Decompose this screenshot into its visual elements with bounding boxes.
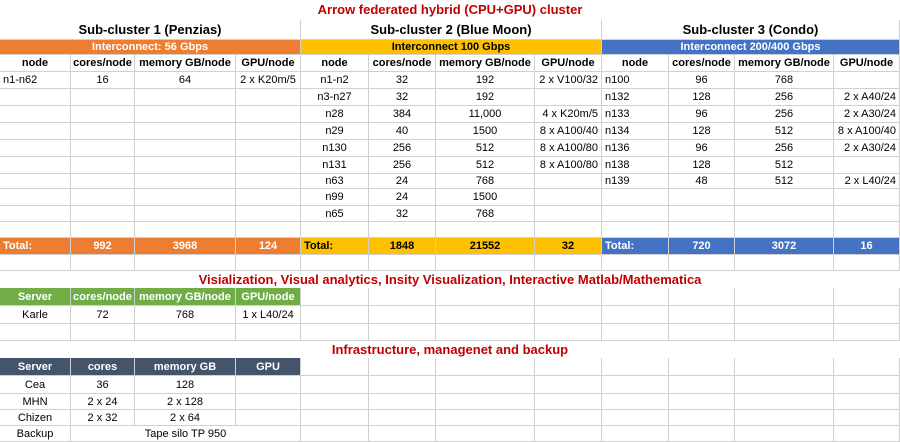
grid-cell bbox=[135, 174, 236, 189]
cluster3-total-cores: 720 bbox=[669, 238, 735, 255]
grid-cell bbox=[436, 358, 535, 376]
infrastructure-cell: Chizen bbox=[0, 410, 71, 426]
cluster2-cores-cell: 32 bbox=[369, 72, 436, 89]
cluster3-gpu-cell bbox=[834, 157, 900, 174]
grid-cell bbox=[135, 222, 236, 238]
grid-cell bbox=[236, 324, 301, 341]
cluster2-cores-cell: 32 bbox=[369, 89, 436, 106]
grid-cell bbox=[135, 189, 236, 206]
grid-cell bbox=[301, 288, 369, 306]
grid-cell bbox=[0, 206, 71, 222]
grid-cell bbox=[135, 89, 236, 106]
grid-cell bbox=[535, 222, 602, 238]
grid-cell bbox=[602, 306, 669, 324]
cluster3-total-label: Total: bbox=[602, 238, 669, 255]
grid-cell bbox=[602, 288, 669, 306]
grid-cell bbox=[369, 394, 436, 410]
cluster3-gpu-cell: 2 x A30/24 bbox=[834, 140, 900, 157]
grid-cell bbox=[834, 306, 900, 324]
cluster3-interconnect: Interconnect 200/400 Gbps bbox=[602, 40, 900, 55]
infrastructure-cell bbox=[236, 410, 301, 426]
grid-cell bbox=[71, 222, 135, 238]
cluster1-total-gpu: 124 bbox=[236, 238, 301, 255]
grid-cell bbox=[135, 255, 236, 271]
cluster2-gpu-cell: 4 x K20m/5 bbox=[535, 106, 602, 123]
cluster2-total-cores: 1848 bbox=[369, 238, 436, 255]
grid-cell bbox=[535, 394, 602, 410]
grid-cell bbox=[436, 376, 535, 394]
cluster2-node-cell: n99 bbox=[301, 189, 369, 206]
infrastructure-header: GPU bbox=[236, 358, 301, 376]
grid-cell bbox=[71, 123, 135, 140]
grid-cell bbox=[0, 106, 71, 123]
grid-cell bbox=[135, 140, 236, 157]
cluster3-gpu-cell bbox=[834, 72, 900, 89]
cluster2-cores-cell: 256 bbox=[369, 157, 436, 174]
grid-cell bbox=[735, 306, 834, 324]
grid-cell bbox=[834, 426, 900, 442]
cluster3-node-cell: n100 bbox=[602, 72, 669, 89]
grid-cell bbox=[0, 222, 71, 238]
cluster3-node-cell: n133 bbox=[602, 106, 669, 123]
grid-cell bbox=[834, 394, 900, 410]
cluster3-gpu-cell: 2 x A40/24 bbox=[834, 89, 900, 106]
cluster2-gpu-cell: 8 x A100/40 bbox=[535, 123, 602, 140]
visualization-header: Server bbox=[0, 288, 71, 306]
cluster2-cores-cell: 40 bbox=[369, 123, 436, 140]
cluster2-gpu-cell bbox=[535, 189, 602, 206]
grid-cell bbox=[369, 376, 436, 394]
grid-cell bbox=[436, 394, 535, 410]
grid-cell bbox=[669, 324, 735, 341]
infrastructure-cell bbox=[236, 394, 301, 410]
cluster2-node-cell: n131 bbox=[301, 157, 369, 174]
cluster2-total-gpu: 32 bbox=[535, 238, 602, 255]
grid-cell bbox=[71, 255, 135, 271]
cluster3-cores-cell: 128 bbox=[669, 157, 735, 174]
cluster1-header-cores: cores/node bbox=[71, 55, 135, 72]
grid-cell bbox=[669, 306, 735, 324]
visualization-header: GPU/node bbox=[236, 288, 301, 306]
grid-cell bbox=[669, 376, 735, 394]
grid-cell bbox=[735, 376, 834, 394]
grid-cell bbox=[436, 324, 535, 341]
grid-cell bbox=[301, 222, 369, 238]
grid-cell bbox=[436, 426, 535, 442]
backup-value: Tape silo TP 950 bbox=[71, 426, 301, 442]
grid-cell bbox=[135, 206, 236, 222]
grid-cell bbox=[71, 157, 135, 174]
grid-cell bbox=[834, 324, 900, 341]
cluster1-gpu-cell: 2 x K20m/5 bbox=[236, 72, 301, 89]
cluster2-memory-cell: 192 bbox=[436, 89, 535, 106]
cluster2-node-cell: n29 bbox=[301, 123, 369, 140]
grid-cell bbox=[735, 222, 834, 238]
cluster3-cores-cell: 96 bbox=[669, 140, 735, 157]
infrastructure-cell: 2 x 64 bbox=[135, 410, 236, 426]
grid-cell bbox=[535, 255, 602, 271]
grid-cell bbox=[301, 324, 369, 341]
grid-cell bbox=[369, 410, 436, 426]
cluster3-header-gpu: GPU/node bbox=[834, 55, 900, 72]
cluster3-gpu-cell: 2 x L40/24 bbox=[834, 174, 900, 189]
grid-cell bbox=[602, 255, 669, 271]
grid-cell bbox=[735, 189, 834, 206]
grid-cell bbox=[735, 206, 834, 222]
grid-cell bbox=[535, 410, 602, 426]
grid-cell bbox=[602, 358, 669, 376]
cluster1-interconnect: Interconnect: 56 Gbps bbox=[0, 40, 301, 55]
cluster2-node-cell: n1-n2 bbox=[301, 72, 369, 89]
cluster3-memory-cell: 256 bbox=[735, 89, 834, 106]
cluster1-name: Sub-cluster 1 (Penzias) bbox=[0, 20, 301, 40]
grid-cell bbox=[669, 206, 735, 222]
cluster1-total-memory: 3968 bbox=[135, 238, 236, 255]
grid-cell bbox=[71, 189, 135, 206]
grid-cell bbox=[369, 255, 436, 271]
cluster2-interconnect: Interconnect 100 Gbps bbox=[301, 40, 602, 55]
cluster2-cores-cell: 384 bbox=[369, 106, 436, 123]
cluster3-cores-cell: 96 bbox=[669, 72, 735, 89]
cluster2-header-node: node bbox=[301, 55, 369, 72]
grid-cell bbox=[71, 140, 135, 157]
cluster3-total-memory: 3072 bbox=[735, 238, 834, 255]
infrastructure-cell bbox=[236, 376, 301, 394]
grid-cell bbox=[669, 222, 735, 238]
cluster2-node-cell: n28 bbox=[301, 106, 369, 123]
grid-cell bbox=[834, 255, 900, 271]
cluster2-memory-cell: 11,000 bbox=[436, 106, 535, 123]
cluster3-gpu-cell: 2 x A30/24 bbox=[834, 106, 900, 123]
grid-cell bbox=[735, 410, 834, 426]
grid-cell bbox=[236, 123, 301, 140]
cluster3-node-cell: n134 bbox=[602, 123, 669, 140]
grid-cell bbox=[236, 189, 301, 206]
grid-cell bbox=[669, 358, 735, 376]
cluster2-node-cell: n3-n27 bbox=[301, 89, 369, 106]
grid-cell bbox=[369, 426, 436, 442]
grid-cell bbox=[135, 324, 236, 341]
grid-cell bbox=[0, 157, 71, 174]
grid-cell bbox=[301, 358, 369, 376]
grid-cell bbox=[535, 324, 602, 341]
cluster3-memory-cell: 768 bbox=[735, 72, 834, 89]
grid-cell bbox=[669, 288, 735, 306]
cluster2-header-cores: cores/node bbox=[369, 55, 436, 72]
grid-cell bbox=[602, 206, 669, 222]
cluster2-gpu-cell: 8 x A100/80 bbox=[535, 140, 602, 157]
cluster2-header-memory: memory GB/node bbox=[436, 55, 535, 72]
cluster2-gpu-cell bbox=[535, 89, 602, 106]
cluster2-gpu-cell bbox=[535, 206, 602, 222]
grid-cell bbox=[301, 306, 369, 324]
infrastructure-cell: MHN bbox=[0, 394, 71, 410]
cluster2-total-label: Total: bbox=[301, 238, 369, 255]
grid-cell bbox=[236, 106, 301, 123]
cluster1-cores-cell: 16 bbox=[71, 72, 135, 89]
cluster2-cores-cell: 24 bbox=[369, 189, 436, 206]
grid-cell bbox=[834, 376, 900, 394]
grid-cell bbox=[71, 324, 135, 341]
grid-cell bbox=[669, 189, 735, 206]
grid-cell bbox=[436, 306, 535, 324]
cluster2-memory-cell: 192 bbox=[436, 72, 535, 89]
cluster2-cores-cell: 32 bbox=[369, 206, 436, 222]
visualization-cell: 72 bbox=[71, 306, 135, 324]
cluster2-gpu-cell bbox=[535, 174, 602, 189]
grid-cell bbox=[71, 106, 135, 123]
grid-cell bbox=[236, 255, 301, 271]
cluster3-memory-cell: 256 bbox=[735, 140, 834, 157]
grid-cell bbox=[301, 410, 369, 426]
cluster3-cores-cell: 96 bbox=[669, 106, 735, 123]
cluster3-memory-cell: 512 bbox=[735, 123, 834, 140]
cluster2-memory-cell: 512 bbox=[436, 157, 535, 174]
cluster2-memory-cell: 512 bbox=[436, 140, 535, 157]
cluster3-node-cell: n139 bbox=[602, 174, 669, 189]
grid-cell bbox=[369, 358, 436, 376]
cluster3-cores-cell: 48 bbox=[669, 174, 735, 189]
grid-cell bbox=[301, 426, 369, 442]
grid-cell bbox=[735, 324, 834, 341]
cluster3-memory-cell: 256 bbox=[735, 106, 834, 123]
grid-cell bbox=[369, 324, 436, 341]
grid-cell bbox=[301, 376, 369, 394]
cluster2-memory-cell: 768 bbox=[436, 206, 535, 222]
grid-cell bbox=[834, 206, 900, 222]
page-title: Arrow federated hybrid (CPU+GPU) cluster bbox=[0, 0, 900, 20]
cluster2-name: Sub-cluster 2 (Blue Moon) bbox=[301, 20, 602, 40]
grid-cell bbox=[735, 288, 834, 306]
cluster3-total-gpu: 16 bbox=[834, 238, 900, 255]
grid-cell bbox=[135, 106, 236, 123]
grid-cell bbox=[834, 288, 900, 306]
grid-cell bbox=[71, 89, 135, 106]
grid-cell bbox=[669, 394, 735, 410]
grid-cell bbox=[602, 189, 669, 206]
grid-cell bbox=[436, 410, 535, 426]
infrastructure-header: memory GB bbox=[135, 358, 236, 376]
cluster1-header-gpu: GPU/node bbox=[236, 55, 301, 72]
grid-cell bbox=[735, 394, 834, 410]
cluster3-node-cell: n132 bbox=[602, 89, 669, 106]
cluster1-memory-cell: 64 bbox=[135, 72, 236, 89]
grid-cell bbox=[602, 376, 669, 394]
cluster2-header-gpu: GPU/node bbox=[535, 55, 602, 72]
grid-cell bbox=[602, 426, 669, 442]
grid-cell bbox=[436, 288, 535, 306]
infrastructure-cell: Cea bbox=[0, 376, 71, 394]
grid-cell bbox=[669, 255, 735, 271]
grid-cell bbox=[436, 222, 535, 238]
grid-cell bbox=[602, 222, 669, 238]
grid-cell bbox=[535, 376, 602, 394]
infrastructure-header: Server bbox=[0, 358, 71, 376]
cluster3-node-cell: n136 bbox=[602, 140, 669, 157]
visualization-cell: 768 bbox=[135, 306, 236, 324]
infrastructure-cell: 2 x 32 bbox=[71, 410, 135, 426]
grid-cell bbox=[236, 89, 301, 106]
cluster2-node-cell: n130 bbox=[301, 140, 369, 157]
cluster2-node-cell: n63 bbox=[301, 174, 369, 189]
infrastructure-header: cores bbox=[71, 358, 135, 376]
grid-cell bbox=[236, 222, 301, 238]
cluster3-memory-cell: 512 bbox=[735, 157, 834, 174]
cluster3-header-cores: cores/node bbox=[669, 55, 735, 72]
infrastructure-cell: 2 x 128 bbox=[135, 394, 236, 410]
grid-cell bbox=[0, 255, 71, 271]
visualization-cell: 1 x L40/24 bbox=[236, 306, 301, 324]
visualization-header: cores/node bbox=[71, 288, 135, 306]
grid-cell bbox=[0, 189, 71, 206]
grid-cell bbox=[0, 89, 71, 106]
grid-cell bbox=[135, 123, 236, 140]
grid-cell bbox=[535, 426, 602, 442]
grid-cell bbox=[0, 174, 71, 189]
cluster3-header-node: node bbox=[602, 55, 669, 72]
cluster3-cores-cell: 128 bbox=[669, 89, 735, 106]
grid-cell bbox=[135, 157, 236, 174]
grid-cell bbox=[369, 222, 436, 238]
cluster2-memory-cell: 768 bbox=[436, 174, 535, 189]
grid-cell bbox=[669, 426, 735, 442]
cluster2-cores-cell: 256 bbox=[369, 140, 436, 157]
grid-cell bbox=[535, 288, 602, 306]
grid-cell bbox=[369, 288, 436, 306]
cluster1-node-cell: n1-n62 bbox=[0, 72, 71, 89]
cluster2-memory-cell: 1500 bbox=[436, 189, 535, 206]
infrastructure-cell: 36 bbox=[71, 376, 135, 394]
visualization-cell: Karle bbox=[0, 306, 71, 324]
grid-cell bbox=[0, 140, 71, 157]
cluster1-total-label: Total: bbox=[0, 238, 71, 255]
grid-cell bbox=[236, 157, 301, 174]
cluster2-gpu-cell: 8 x A100/80 bbox=[535, 157, 602, 174]
grid-cell bbox=[735, 426, 834, 442]
grid-cell bbox=[735, 358, 834, 376]
grid-cell bbox=[834, 358, 900, 376]
grid-cell bbox=[669, 410, 735, 426]
cluster2-gpu-cell: 2 x V100/32 bbox=[535, 72, 602, 89]
cluster3-node-cell: n138 bbox=[602, 157, 669, 174]
grid-cell bbox=[301, 255, 369, 271]
grid-cell bbox=[834, 410, 900, 426]
visualization-title: Visialization, Visual analytics, Insity Visualization, Interactive Matlab/Mathematica bbox=[0, 271, 900, 288]
cluster2-node-cell: n65 bbox=[301, 206, 369, 222]
cluster3-memory-cell: 512 bbox=[735, 174, 834, 189]
cluster3-name: Sub-cluster 3 (Condo) bbox=[602, 20, 900, 40]
grid-cell bbox=[834, 222, 900, 238]
grid-cell bbox=[602, 324, 669, 341]
grid-cell bbox=[0, 324, 71, 341]
grid-cell bbox=[535, 306, 602, 324]
grid-cell bbox=[236, 174, 301, 189]
grid-cell bbox=[301, 394, 369, 410]
grid-cell bbox=[236, 206, 301, 222]
cluster3-gpu-cell: 8 x A100/40 bbox=[834, 123, 900, 140]
cluster2-total-memory: 21552 bbox=[436, 238, 535, 255]
infrastructure-cell: 128 bbox=[135, 376, 236, 394]
cluster1-header-node: node bbox=[0, 55, 71, 72]
grid-cell bbox=[71, 206, 135, 222]
visualization-header: memory GB/node bbox=[135, 288, 236, 306]
grid-cell bbox=[602, 410, 669, 426]
infrastructure-cell: 2 x 24 bbox=[71, 394, 135, 410]
cluster3-cores-cell: 128 bbox=[669, 123, 735, 140]
grid-cell bbox=[834, 189, 900, 206]
grid-cell bbox=[71, 174, 135, 189]
grid-cell bbox=[0, 123, 71, 140]
grid-cell bbox=[735, 255, 834, 271]
grid-cell bbox=[602, 394, 669, 410]
cluster2-memory-cell: 1500 bbox=[436, 123, 535, 140]
cluster1-header-memory: memory GB/node bbox=[135, 55, 236, 72]
cluster3-header-memory: memory GB/node bbox=[735, 55, 834, 72]
grid-cell bbox=[535, 358, 602, 376]
grid-cell bbox=[369, 306, 436, 324]
cluster2-cores-cell: 24 bbox=[369, 174, 436, 189]
backup-label: Backup bbox=[0, 426, 71, 442]
grid-cell bbox=[436, 255, 535, 271]
grid-cell bbox=[236, 140, 301, 157]
infrastructure-title: Infrastructure, managenet and backup bbox=[0, 341, 900, 358]
cluster1-total-cores: 992 bbox=[71, 238, 135, 255]
